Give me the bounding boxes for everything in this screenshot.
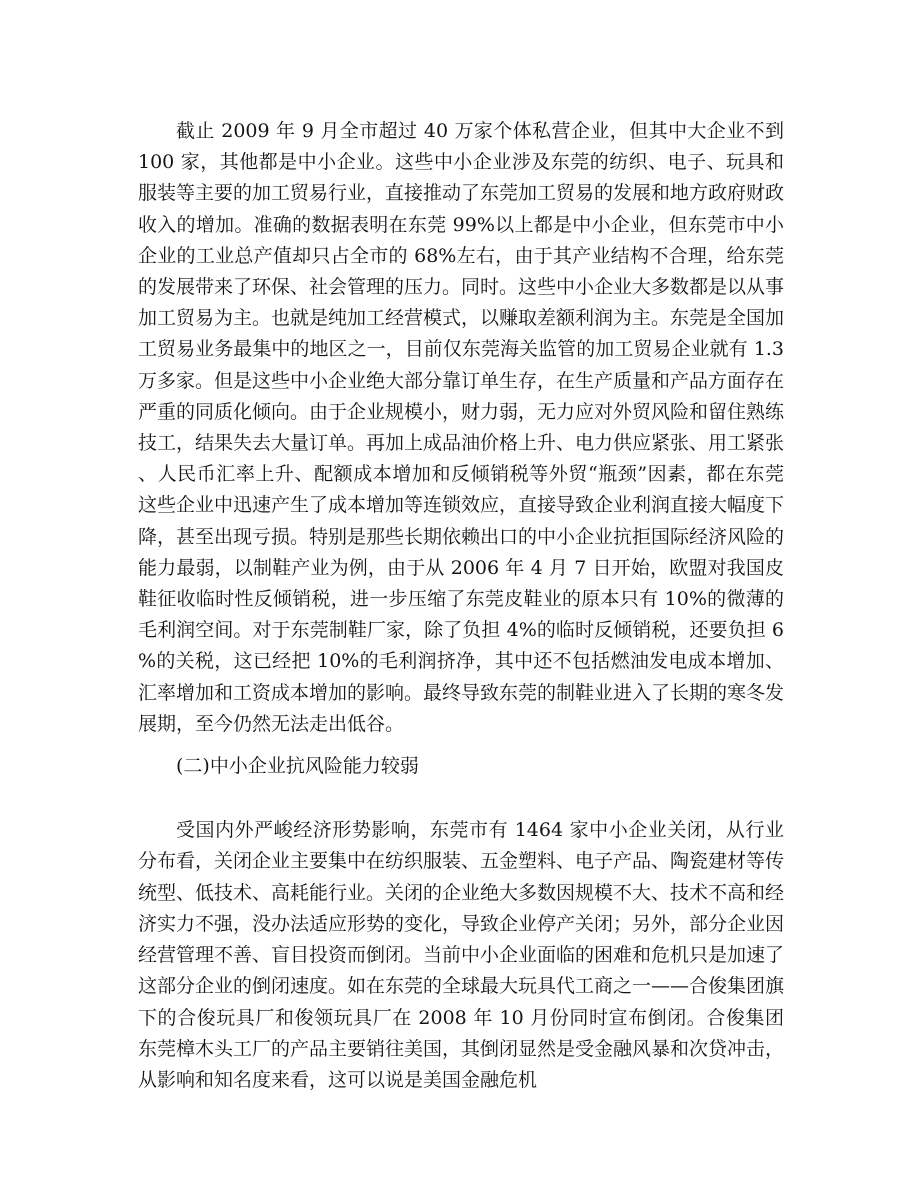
body-paragraph-cost-pressure: 截止 2009 年 9 月全市超过 40 万家个体私营企业，但其中大企业不到 100 家，其他都是中小企业。这些中小企业涉及东莞的纺织、电子、玩具和服装等主要的加工贸易行业，直接推动了东莞加工贸易的发展和地方政府财政收入的增加。准确的数据表明在东莞 99%以上都是中小企业，但东莞市中小企业的工业总产值却只占全市的 68%左右，由于其产业结构不合理，给东莞的发展带来了环保、社会管理的压力。同时。这些中小企业大多数都是以从事加工贸易为主。也就是纯加工经营模式，以赚取差额利润为主。东莞是全国加工贸易业务最集中的地区之一，目前仅东莞海关监管的加工贸易企业就有 1.3 万多家。但是这些中小企业绝大部分靠订单生存，在生产质量和产品方面存在严重的同质化倾向。由于企业规模小，财力弱，无力应对外贸风险和留住熟练技工，结果失去大量订单。再加上成品油价格上升、电力供应紧张、用工紧张、人民币汇率上升、配额成本增加和反倾销税等外贸“瓶颈”因素，都在东莞这些企业中迅速产生了成本增加等连锁效应，直接导致企业利润直接大幅度下降，甚至出现亏损。特别是那些长期依赖出口的中小企业抗拒国际经济风险的能力最弱，以制鞋产业为例，由于从 2006 年 4 月 7 日开始，欧盟对我国皮鞋征收临时性反倾销税，进一步压缩了东莞皮鞋业的原本只有 10%的微薄的毛利润空间。对于东莞制鞋厂家，除了负担 4%的临时反倾销税，还要负担 6%的关税，这已经把 10%的毛利润挤净，其中还不包括燃油发电成本增加、汇率增加和工资成本增加的影响。最终导致东莞的制鞋业进入了长期的寒冬发展期，至今仍然无法走出低谷。 [138,120,785,735]
section-heading: (二)中小企业抗风险能力较弱 [176,755,419,777]
body-paragraph-enterprise-closures: 受国内外严峻经济形势影响，东莞市有 1464 家中小企业关闭，从行业分布看，关闭企业主要集中在纺织服装、五金塑料、电子产品、陶瓷建材等传统型、低技术、高耗能行业。关闭的企业绝大多数因规模不大、技术不高和经济实力不强，没办法适应形势的变化，导致企业停产关闭；另外，部分企业因经营管理不善、盲目投资而倒闭。当前中小企业面临的困难和危机只是加速了这部分企业的倒闭速度。如在东莞的全球最大玩具代工商之一——合俊集团旗下的合俊玩具厂和俊领玩具厂在 2008 年 10 月份同时宣布倒闭。合俊集团东莞樟木头工厂的产品主要销往美国，其倒闭显然是受金融风暴和次贷冲击，从影响和知名度来看，这可以说是美国金融危机 [138,819,785,1092]
